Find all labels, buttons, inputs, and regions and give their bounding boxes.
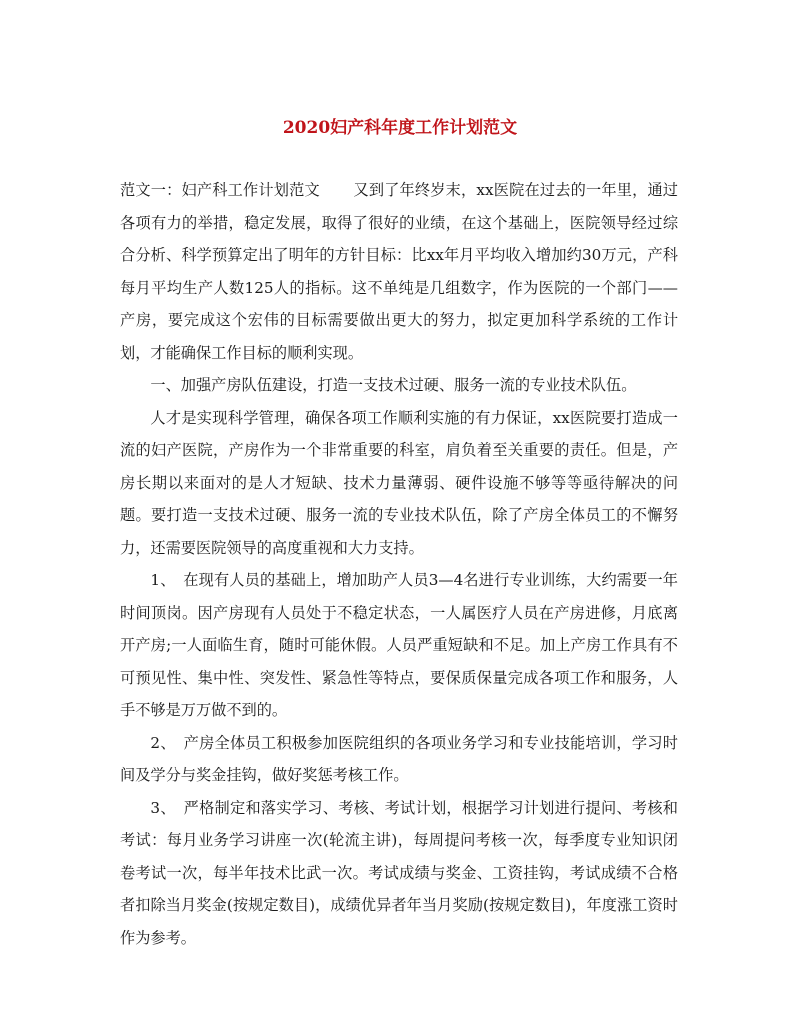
list-item-3: 3、 严格制定和落实学习、考核、考试计划，根据学习计划进行提问、考核和考试：每月业务学习讲座一次(轮流主讲)，每周提问考核一次，每季度专业知识闭卷考试一次，每半年技术比武一次。考试成绩与奖金、工资挂钩，考试成绩不合格者扣除当月奖金(按规定数目)，成绩优异者年当月奖励(按规定数目)，年度涨工资时作为参考。 xyxy=(120,798,678,947)
section-heading: 一、加强产房队伍建设，打造一支技术过硬、服务一流的专业技术队伍。 xyxy=(150,376,637,394)
intro-paragraph xyxy=(120,174,678,369)
list-item-2: 2、 产房全体员工积极参加医院组织的各项业务学习和专业技能培训，学习时间及学分与奖金挂钩，做好奖惩考核工作。 xyxy=(120,733,678,784)
intro-label: 范文一：妇产科工作计划范文 xyxy=(120,181,320,199)
document-body xyxy=(120,174,678,954)
list-item-1: 1、 在现有人员的基础上，增加助产人员3—4名进行专业训练，大约需要一年时间顶岗。因产房现有人员处于不稳定状态，一人属医疗人员在产房进修，月底离开产房;一人面临生育，随时可能休假。人员严重短缺和不足。加上产房工作具有不可预见性、集中性、突发性、紧急性等特点，要保质保量完成各项工作和服务，人手不够是万万做不到的。 xyxy=(120,571,678,719)
document-title: 2020妇产科年度工作计划范文 xyxy=(282,118,518,138)
body-paragraph: 人才是实现科学管理，确保各项工作顺利实施的有力保证，xx医院要打造成一流的妇产医院，产房作为一个非常重要的科室，肩负着至关重要的责任。但是，产房长期以来面对的是人才短缺、技术力量薄弱、硬件设施不够等等亟待解决的问题。要打造一支技术过硬、服务一流的专业技术队伍，除了产房全体员工的不懈努力，还需要医院领导的高度重视和大力支持。 xyxy=(120,408,678,557)
intro-text: 又到了年终岁末，xx医院在过去的一年里，通过各项有力的举措，稳定发展，取得了很好的业绩，在这个基础上，医院领导经过综合分析、科学预算定出了明年的方针目标：比xx年月平均收入增加约30万元，产科每月平均生产人数125人的指标。这不单纯是几组数字，作为医院的一个部门——产房，要完成这个宏伟的目标需要做出更大的努力，拟定更加科学系统的工作计划，才能确保工作目标的顺利实现。 xyxy=(120,181,678,362)
